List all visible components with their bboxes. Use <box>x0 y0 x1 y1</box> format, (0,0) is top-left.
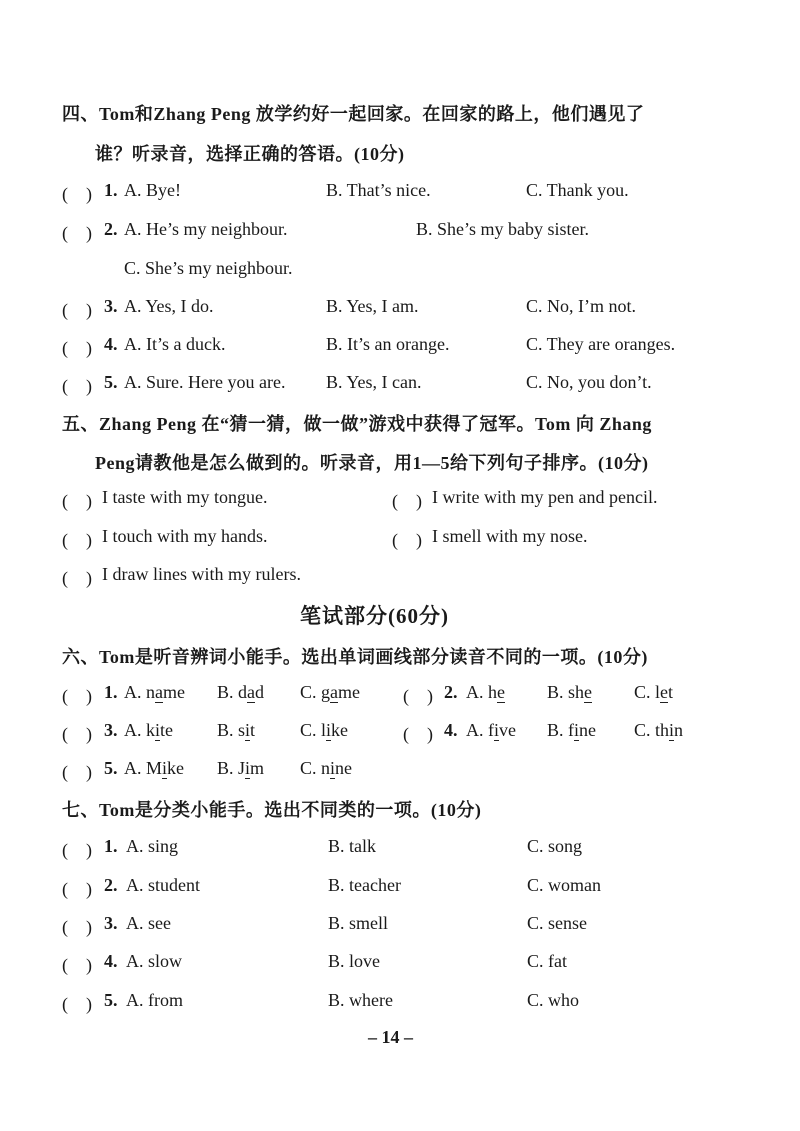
s4-q5-option-a: A. Sure. Here you are. <box>124 372 286 392</box>
s7-q2-paren[interactable]: ( ) <box>62 879 92 899</box>
s7-q5-option-c: C. who <box>527 990 580 1010</box>
s4-q5-number: 5. <box>104 372 118 392</box>
s7-q3-option-b: B. smell <box>328 913 389 933</box>
s6-q1-option-b: B. dad <box>217 682 265 702</box>
s7-q2-number: 2. <box>104 875 118 895</box>
s6-q1-option-a: A. name <box>124 682 185 702</box>
s7-q2-option-a: A. student <box>126 875 200 895</box>
s4-q5-option-b: B. Yes, I can. <box>326 372 422 392</box>
s5-item4-paren[interactable]: ( ) <box>392 530 422 550</box>
s7-q1-option-c: C. song <box>527 836 583 856</box>
s5-item5-text: I draw lines with my rulers. <box>102 564 301 584</box>
s7-q4-option-b: B. love <box>328 951 380 971</box>
s6-q4-number: 4. <box>444 720 458 740</box>
page-number: – 14 – <box>368 1027 413 1047</box>
s6-q1-option-c: C. game <box>300 682 361 702</box>
s5-item4-text: I smell with my nose. <box>432 526 588 546</box>
s6-q5-paren[interactable]: ( ) <box>62 762 92 782</box>
s7-q4-option-c: C. fat <box>527 951 567 971</box>
s6-q4-option-c: C. thin <box>634 720 684 740</box>
s6-q4-option-a: A. five <box>466 720 517 740</box>
s7-q3-number: 3. <box>104 913 118 933</box>
s6-q3-option-a: A. kite <box>124 720 174 740</box>
s4-q2-option-c: C. She’s my neighbour. <box>124 258 293 278</box>
s7-q4-option-a: A. slow <box>126 951 183 971</box>
s6-q5-number: 5. <box>104 758 118 778</box>
s4-q2-option-b: B. She’s my baby sister. <box>416 219 590 239</box>
s4-q3-option-c: C. No, I’m not. <box>526 296 636 316</box>
s4-q1-option-a: A. Bye! <box>124 180 181 200</box>
s5-item2-paren[interactable]: ( ) <box>392 491 422 511</box>
section4-heading-line2: 谁？听录音，选择正确的答语。(10分) <box>95 144 405 164</box>
s7-q5-paren[interactable]: ( ) <box>62 994 92 1014</box>
s4-q1-paren[interactable]: ( ) <box>62 184 92 204</box>
s4-q2-option-a: A. He’s my neighbour. <box>124 219 288 239</box>
s6-q5-option-c: C. nine <box>300 758 353 778</box>
s5-item1-paren[interactable]: ( ) <box>62 491 92 511</box>
s6-q3-paren[interactable]: ( ) <box>62 724 92 744</box>
s6-q2-paren[interactable]: ( ) <box>403 686 433 706</box>
s7-q4-paren[interactable]: ( ) <box>62 955 92 975</box>
s7-q1-paren[interactable]: ( ) <box>62 840 92 860</box>
s6-q1-number: 1. <box>104 682 118 702</box>
s4-q4-paren[interactable]: ( ) <box>62 338 92 358</box>
section7-heading: 七、Tom是分类小能手。选出不同类的一项。(10分) <box>62 800 482 820</box>
section6-heading: 六、Tom是听音辨词小能手。选出单词画线部分读音不同的一项。(10分) <box>62 647 648 667</box>
s4-q2-paren[interactable]: ( ) <box>62 223 92 243</box>
s7-q1-option-b: B. talk <box>328 836 376 856</box>
s6-q5-option-a: A. Mike <box>124 758 185 778</box>
s7-q4-number: 4. <box>104 951 118 971</box>
s4-q3-option-a: A. Yes, I do. <box>124 296 214 316</box>
s6-q2-option-b: B. she <box>547 682 593 702</box>
s4-q4-option-b: B. It’s an orange. <box>326 334 450 354</box>
s5-item5-paren[interactable]: ( ) <box>62 568 92 588</box>
s6-q3-option-c: C. like <box>300 720 349 740</box>
s4-q1-option-b: B. That’s nice. <box>326 180 431 200</box>
s6-q3-option-b: B. sit <box>217 720 256 740</box>
s7-q5-option-b: B. where <box>328 990 393 1010</box>
s4-q4-option-a: A. It’s a duck. <box>124 334 226 354</box>
s4-q1-number: 1. <box>104 180 118 200</box>
s7-q1-number: 1. <box>104 836 118 856</box>
s6-q4-option-b: B. fine <box>547 720 597 740</box>
written-part-title: 笔试部分(60分) <box>300 604 449 628</box>
s4-q4-option-c: C. They are oranges. <box>526 334 676 354</box>
s4-q3-paren[interactable]: ( ) <box>62 300 92 320</box>
s7-q5-number: 5. <box>104 990 118 1010</box>
s5-item1-text: I taste with my tongue. <box>102 487 268 507</box>
s6-q4-paren[interactable]: ( ) <box>403 724 433 744</box>
s7-q2-option-b: B. teacher <box>328 875 401 895</box>
s4-q3-option-b: B. Yes, I am. <box>326 296 419 316</box>
s7-q3-option-a: A. see <box>126 913 171 933</box>
section5-heading-line2: Peng请教他是怎么做到的。听录音，用1—5给下列句子排序。(10分) <box>95 453 649 473</box>
s4-q4-number: 4. <box>104 334 118 354</box>
s4-q5-paren[interactable]: ( ) <box>62 376 92 396</box>
s5-item2-text: I write with my pen and pencil. <box>432 487 658 507</box>
s4-q2-number: 2. <box>104 219 118 239</box>
s5-item3-text: I touch with my hands. <box>102 526 268 546</box>
section4-heading-line1: 四、Tom和Zhang Peng 放学约好一起回家。在回家的路上，他们遇见了 <box>62 104 645 124</box>
s7-q2-option-c: C. woman <box>527 875 601 895</box>
s5-item3-paren[interactable]: ( ) <box>62 530 92 550</box>
s6-q5-option-b: B. Jim <box>217 758 265 778</box>
s7-q1-option-a: A. sing <box>126 836 179 856</box>
s4-q5-option-c: C. No, you don’t. <box>526 372 652 392</box>
s4-q1-option-c: C. Thank you. <box>526 180 629 200</box>
s6-q3-number: 3. <box>104 720 118 740</box>
s7-q3-paren[interactable]: ( ) <box>62 917 92 937</box>
s7-q3-option-c: C. sense <box>527 913 587 933</box>
s6-q2-number: 2. <box>444 682 458 702</box>
s4-q3-number: 3. <box>104 296 118 316</box>
s6-q1-paren[interactable]: ( ) <box>62 686 92 706</box>
section5-heading-line1: 五、Zhang Peng 在“猜一猜，做一做”游戏中获得了冠军。Tom 向 Zhang <box>62 414 652 434</box>
s7-q5-option-a: A. from <box>126 990 183 1010</box>
s6-q2-option-a: A. he <box>466 682 505 702</box>
s6-q2-option-c: C. let <box>634 682 674 702</box>
